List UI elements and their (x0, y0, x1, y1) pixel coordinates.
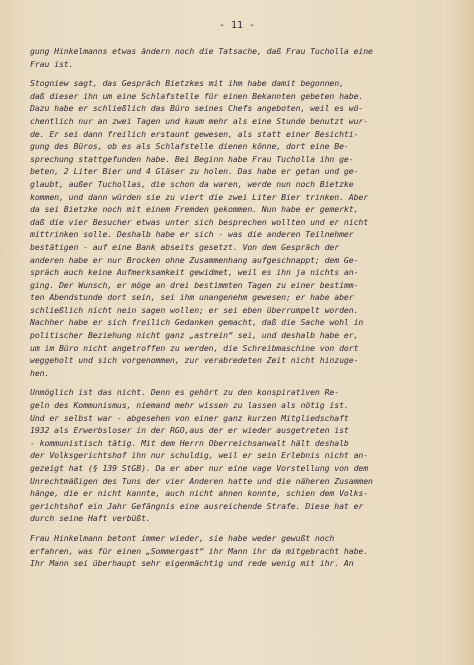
text-line: geln des Kommunismus, niemand mehr wissen zu lassen als nötig ist. (30, 400, 349, 411)
text-line: glaubt, außer Tuchollas, die schon da waren, werde nun noch Bietzke (30, 178, 354, 189)
text-line: Und er selbst war - abgesehen von einer ganz kurzen Mitgliedschaft (30, 412, 349, 423)
text-line: erfahren, was für einen „Sommergast“ ihr Mann ihr da mitgebracht habe. (30, 545, 369, 556)
text-line: spräch auch keine Aufmerksamkeit gewidmet, weil es ihn ja nichts an- (30, 267, 359, 278)
text-line: durch seine Haft verbüßt. (30, 513, 151, 524)
text-line: weggeholt und sich vorgenommen, zur verabredeten Zeit nicht hinzuge- (30, 355, 359, 366)
page-number: - 11 - (218, 20, 256, 31)
text-line: gung Hinkelmanns etwas ändern noch die Tatsache, daß Frau Tucholla eine (30, 46, 373, 56)
text-line: um im Büro nicht angetroffen zu werden, die Schreibmaschine von dort (30, 342, 359, 353)
text-line: Dazu habe er schließlich das Büro seines Chefs angeboten, weil es wö- (30, 103, 364, 114)
text-line: Unmöglich ist das nicht. Denn es gehört zu den konspirativen Re- (30, 387, 340, 398)
text-line: Frau Hinkelmann betont immer wieder, sie habe weder gewußt noch (30, 532, 335, 543)
text-line: daß die vier Besucher etwas unter sich besprechen wollten und er nicht (30, 216, 369, 227)
text-line: gung des Büros, ob es als Schlafstelle dienen könne, dort eine Be- (30, 141, 349, 152)
body-text (30, 45, 458, 570)
text-line: politischer Beziehung nicht ganz „astrein“ sei, und deshalb habe er, (30, 330, 359, 341)
text-line: gezeigt hat (§ 139 StGB). Da er aber nur eine vage Vorstellung von dem (30, 463, 369, 473)
text-line: da sei Bietzke noch mit einem Fremden gekommen. Nun habe er gemerkt, (30, 204, 359, 215)
text-line: anderen habe er nur Brocken ohne Zusammenhang aufgeschnappt; dem Ge- (30, 254, 359, 265)
text-line: Nachher habe er sich freilich Gedanken gemacht, daß die Sache wohl in (30, 317, 364, 328)
paragraph-gap (30, 70, 458, 77)
text-line: beten, 2 Liter Bier und 4 Gläser zu holen. Das habe er getan und ge- (30, 166, 359, 177)
text-line: Unrechtmäßigen des Tuns der vier Anderen hatte und die näheren Zusammen (30, 475, 373, 486)
paragraph-gap (30, 525, 458, 532)
text-line: sprechung stattgefunden habe. Bei Beginn habe Frau Tucholla ihn ge- (30, 153, 354, 164)
paragraph-gap (30, 379, 458, 386)
text-line: Stogniew sagt, das Gespräch Bietzkes mit ihm habe damit begonnen, (30, 78, 344, 89)
text-line: chentlich nur an zwei Tagen und kaum mehr als eine Stunde benutzt wur- (30, 115, 369, 126)
text-line: hen. (30, 367, 50, 378)
text-line: der Volksgerichtshof ihn nur schuldig, weil er sein Erlebnis nicht an- (30, 450, 369, 461)
text-line: 1932 als Erwerbsloser in der RGO,aus der er wieder ausgetreten ist (30, 425, 349, 436)
text-line: mittrinken solle. Deshalb habe er sich - was die anderen Teilnehmer (30, 229, 354, 240)
text-line: Ihr Mann sei überhaupt sehr eigenmächtig und rede wenig mit ihr. An (30, 558, 354, 569)
text-line: de. Er sei dann freilich erstaunt gewesen, als statt einer Besichti- (30, 128, 359, 139)
text-line: ten Abendstunde dort sein, sei ihm unangenehm gewesen; er habe aber (30, 292, 354, 303)
text-line: gerichtshof ein Jahr Gefängnis eine ausreichende Strafe. Diese hat er (30, 500, 364, 511)
text-line: - kommunistisch tätig. Mit dem Herrn Oberreichsanwalt hält deshalb (30, 437, 349, 448)
text-line: schließlich nicht nein sagen wollen; er sei eben überrumpelt worden. (30, 304, 359, 315)
text-line: kommen, und dann würden sie zu viert die zwei Liter Bier trinken. Aber (30, 191, 369, 202)
text-line: daß dieser ihn um eine Schlafstelle für einen Bekannten gebeten habe. (30, 90, 364, 101)
text-line: bestätigen - auf eine Bank abseits gesetzt. Von dem Gespräch der (30, 241, 340, 252)
text-line: hänge, die er nicht kannte, auch nicht ahnen konnte, schien dem Volks- (30, 488, 369, 499)
text-line: ging. Der Wunsch, er möge an drei bestimmten Tagen zu einer bestimm- (30, 279, 359, 290)
text-line: Frau ist. (30, 58, 74, 69)
